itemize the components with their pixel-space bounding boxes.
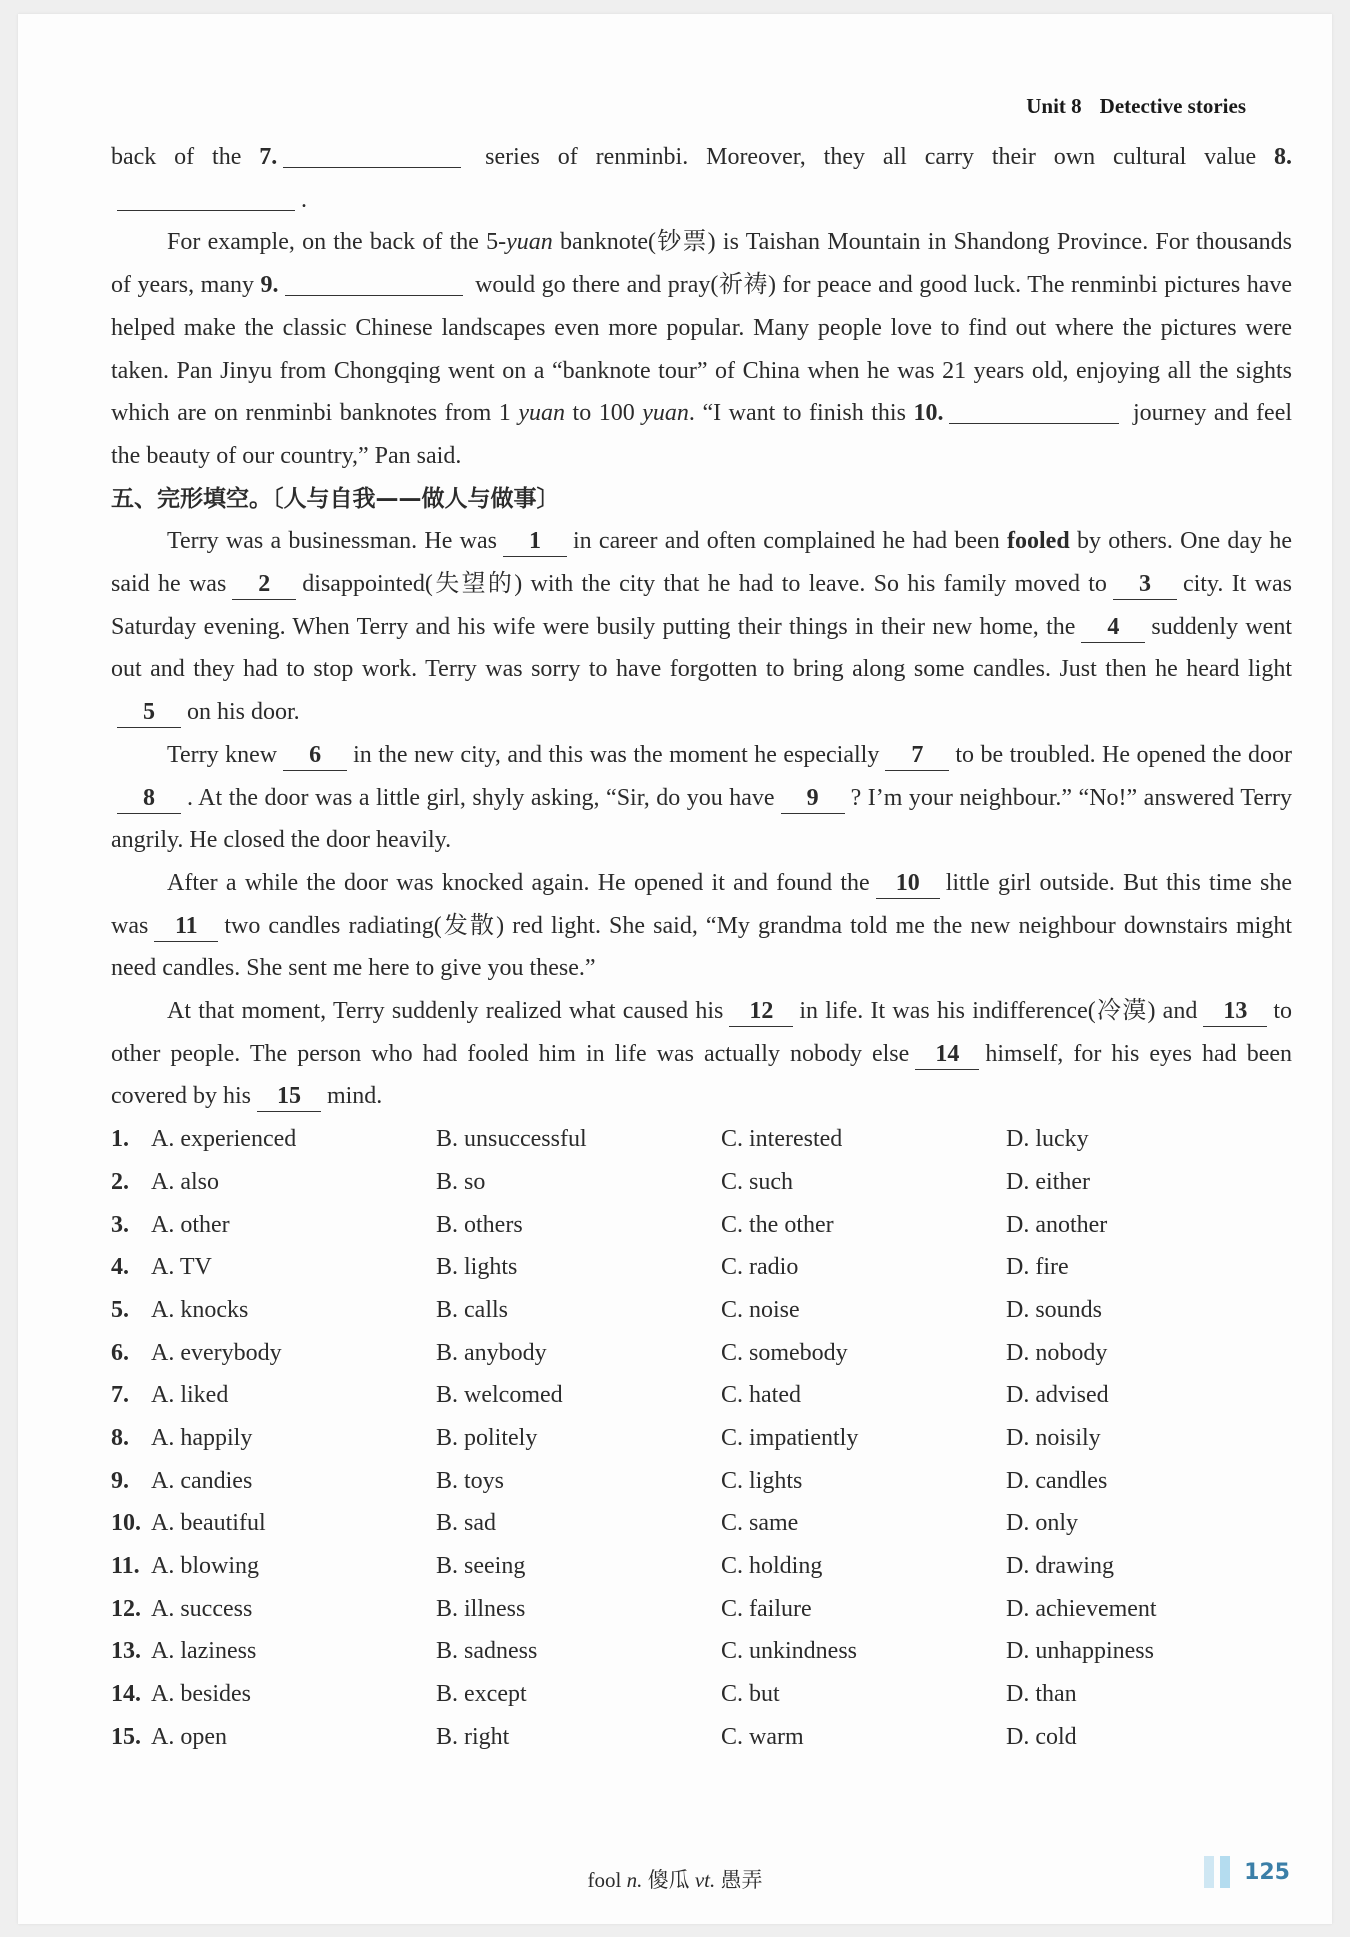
cloze-blank[interactable]: 7 xyxy=(885,740,949,771)
option-d[interactable]: D. drawing xyxy=(1006,1553,1114,1580)
question-number: 9. xyxy=(260,272,279,299)
cloze-paragraph: Terry knew 6 in the new city, and this was the moment he especially 7 to be troubled. He opened the door8 . At the door was a little girl, shyly asking, “Sir, do you have 9 ? I’m your neighbour.” “No!” answered Terry angrily. He closed the door heavily. xyxy=(111,741,1293,854)
passage-line: back of the 7. series of renminbi. Moreover, they all carry their own cultural value 8.. xyxy=(111,136,1292,221)
option-c[interactable]: C. failure xyxy=(721,1595,812,1622)
cloze-blank[interactable]: 11 xyxy=(154,911,218,942)
option-a[interactable]: A. success xyxy=(151,1595,253,1622)
option-c[interactable]: C. hated xyxy=(721,1382,801,1409)
unit-title: Detective stories xyxy=(1099,94,1246,118)
cloze-blank[interactable]: 10 xyxy=(876,868,940,899)
option-c[interactable]: C. lights xyxy=(721,1467,803,1494)
option-a[interactable]: A. everybody xyxy=(151,1339,282,1366)
option-d[interactable]: D. sounds xyxy=(1006,1296,1103,1323)
option-c[interactable]: C. but xyxy=(721,1681,780,1708)
option-b[interactable]: B. unsuccessful xyxy=(436,1126,587,1153)
option-a[interactable]: A. laziness xyxy=(151,1638,257,1665)
workbook-page xyxy=(18,14,1332,1924)
option-b[interactable]: B. calls xyxy=(436,1296,508,1323)
option-row: 13. A. laziness B. sadness C. unkindness D. unhappiness xyxy=(111,1630,1292,1673)
option-b[interactable]: B. sadness xyxy=(436,1638,538,1665)
section-title: 五、完形填空。〔人与自我——做人与做事〕 xyxy=(111,485,560,512)
option-c[interactable]: C. the other xyxy=(721,1211,834,1238)
cloze-paragraph: After a while the door was knocked again. He opened it and found the 10 little girl outside. But this time she was 11 two candles radiating(发散) red light. She said, “My grandma told me the new neighbour downstairs might need candles. She sent me here to give you these.” xyxy=(111,869,1292,982)
option-b[interactable]: B. right xyxy=(436,1723,510,1750)
answer-blank[interactable] xyxy=(283,139,461,168)
cloze-blank[interactable]: 15 xyxy=(257,1081,321,1112)
option-a[interactable]: A. besides xyxy=(151,1681,251,1708)
option-d[interactable]: D. achievement xyxy=(1006,1595,1157,1622)
option-a[interactable]: A. candies xyxy=(151,1467,253,1494)
option-c[interactable]: C. somebody xyxy=(721,1339,848,1366)
cloze-paragraph: Terry was a businessman. He was 1 in career and often complained he had been fooled by others. One day he said he was 2 disappointed(失望的) with the city that he had to leave. So his family moved to 3 city. It was Saturday evening. When Terry and his wife were busily putting their things in their new home, the 4 suddenly went out and they had to stop work. Terry was sorry to have forgotten to bring along some candles. Just then he heard light5 on his door. xyxy=(111,520,1292,734)
option-b[interactable]: B. seeing xyxy=(436,1553,526,1580)
option-b[interactable]: B. except xyxy=(436,1681,527,1708)
cloze-blank[interactable]: 4 xyxy=(1081,612,1145,643)
answer-blank[interactable] xyxy=(117,182,295,211)
option-row: 14. A. besides B. except C. but D. than xyxy=(111,1673,1292,1716)
option-c[interactable]: C. such xyxy=(721,1168,793,1195)
option-c[interactable]: C. unkindness xyxy=(721,1638,858,1665)
cloze-blank[interactable]: 13 xyxy=(1203,996,1267,1027)
cloze-blank[interactable]: 5 xyxy=(117,697,181,728)
option-row: 5. A. knocks B. calls C. noise D. sounds xyxy=(111,1289,1292,1332)
option-row: 12. A. success B. illness C. failure D. achievement xyxy=(111,1588,1292,1631)
option-row: 2. A. also B. so C. such D. either xyxy=(111,1161,1292,1204)
cloze-blank[interactable]: 1 xyxy=(503,526,567,557)
option-row: 7. A. liked B. welcomed C. hated D. advised xyxy=(111,1374,1292,1417)
option-d[interactable]: D. either xyxy=(1006,1168,1090,1195)
option-a[interactable]: A. also xyxy=(151,1168,219,1195)
option-row: 10. A. beautiful B. sad C. same D. only xyxy=(111,1502,1292,1545)
option-row: 6. A. everybody B. anybody C. somebody D. nobody xyxy=(111,1332,1292,1375)
cloze-blank[interactable]: 6 xyxy=(283,740,347,771)
option-d[interactable]: D. cold xyxy=(1006,1723,1077,1750)
passage-paragraph: For example, on the back of the 5-yuan banknote(钞票) is Taishan Mountain in Shandong Province. For thousands of years, many 9. would go there and pray(祈祷) for peace and good luck. The renminbi pictures have helped make the classic Chinese landscapes even more popular. Many people love to find out where the pictures were taken. Pan Jinyu from Chongqing went on a “banknote tour” of China when he was 21 years old, enjoying all the sights which are on renminbi banknotes from 1 yuan to 100 yuan. “I want to finish this 10. journey and feel the beauty of our country,” Pan said. xyxy=(111,229,1293,469)
option-b[interactable]: B. politely xyxy=(436,1424,538,1451)
option-a[interactable]: A. blowing xyxy=(151,1553,259,1580)
option-b[interactable]: B. toys xyxy=(436,1467,505,1494)
option-b[interactable]: B. so xyxy=(436,1168,486,1195)
option-b[interactable]: B. welcomed xyxy=(436,1382,563,1409)
option-d[interactable]: D. fire xyxy=(1006,1254,1069,1281)
cloze-blank[interactable]: 14 xyxy=(915,1039,979,1070)
option-a[interactable]: A. knocks xyxy=(151,1296,249,1323)
page-content xyxy=(111,136,1292,1758)
option-d[interactable]: D. than xyxy=(1006,1681,1077,1708)
cloze-blank[interactable]: 8 xyxy=(117,783,181,814)
option-a[interactable]: A. beautiful xyxy=(151,1510,266,1537)
option-c[interactable]: C. warm xyxy=(721,1723,804,1750)
unit-label: Unit 8 xyxy=(1026,94,1082,118)
option-row: 15. A. open B. right C. warm D. cold xyxy=(111,1716,1292,1759)
option-a[interactable]: A. experienced xyxy=(151,1126,297,1153)
option-c[interactable]: C. holding xyxy=(721,1553,823,1580)
cloze-paragraph: At that moment, Terry suddenly realized what caused his 12 in life. It was his indifference(冷漠) and 13 to other people. The person who had fooled him in life was actually nobody else 14 himself, for his eyes had been covered by his 15 mind. xyxy=(111,990,1292,1118)
cloze-blank[interactable]: 9 xyxy=(781,783,845,814)
glossed-word: fooled xyxy=(1007,528,1070,555)
option-row: 8. A. happily B. politely C. impatiently D. noisily xyxy=(111,1417,1292,1460)
option-d[interactable]: D. nobody xyxy=(1006,1339,1108,1366)
option-c[interactable]: C. same xyxy=(721,1510,799,1537)
option-d[interactable]: D. unhappiness xyxy=(1006,1638,1154,1665)
option-b[interactable]: B. lights xyxy=(436,1254,518,1281)
option-c[interactable]: C. radio xyxy=(721,1254,799,1281)
answer-blank[interactable] xyxy=(285,267,463,296)
option-a[interactable]: A. liked xyxy=(151,1382,229,1409)
option-d[interactable]: D. only xyxy=(1006,1510,1078,1537)
page-number: 125 xyxy=(1244,1859,1290,1885)
option-c[interactable]: C. interested xyxy=(721,1126,843,1153)
option-d[interactable]: D. another xyxy=(1006,1211,1108,1238)
cloze-blank[interactable]: 2 xyxy=(232,569,296,600)
option-d[interactable]: D. noisily xyxy=(1006,1424,1101,1451)
option-row: 3. A. other B. others C. the other D. another xyxy=(111,1204,1292,1247)
question-number: 10. xyxy=(913,400,944,427)
option-row: 11. A. blowing B. seeing C. holding D. drawing xyxy=(111,1545,1292,1588)
option-d[interactable]: D. advised xyxy=(1006,1382,1109,1409)
page-number-block xyxy=(1204,1856,1290,1888)
cloze-blank[interactable]: 3 xyxy=(1113,569,1177,600)
option-a[interactable]: A. TV xyxy=(151,1254,212,1281)
option-c[interactable]: C. noise xyxy=(721,1296,800,1323)
option-b[interactable]: B. sad xyxy=(436,1510,496,1537)
options-list xyxy=(111,1118,1292,1758)
option-a[interactable]: A. happily xyxy=(151,1424,253,1451)
decorative-bar xyxy=(1220,1856,1230,1888)
option-row: 1. A. experienced B. unsuccessful C. interested D. lucky xyxy=(111,1118,1292,1161)
option-row: 9. A. candies B. toys C. lights D. candles xyxy=(111,1460,1292,1503)
option-a[interactable]: A. open xyxy=(151,1723,227,1750)
question-number: 8. xyxy=(1274,144,1293,170)
option-d[interactable]: D. candles xyxy=(1006,1467,1108,1494)
running-header xyxy=(1026,94,1246,119)
question-number: 7. xyxy=(259,144,278,170)
cloze-blank[interactable]: 12 xyxy=(729,996,793,1027)
option-a[interactable]: A. other xyxy=(151,1211,230,1238)
decorative-bar xyxy=(1204,1856,1214,1888)
option-b[interactable]: B. others xyxy=(436,1211,523,1238)
vocab-footnote: fool n. 傻瓜 vt. 愚弄 xyxy=(587,1868,763,1892)
option-d[interactable]: D. lucky xyxy=(1006,1126,1089,1153)
answer-blank[interactable] xyxy=(949,395,1119,424)
option-b[interactable]: B. illness xyxy=(436,1595,526,1622)
option-b[interactable]: B. anybody xyxy=(436,1339,547,1366)
option-c[interactable]: C. impatiently xyxy=(721,1424,859,1451)
option-row: 4. A. TV B. lights C. radio D. fire xyxy=(111,1246,1292,1289)
